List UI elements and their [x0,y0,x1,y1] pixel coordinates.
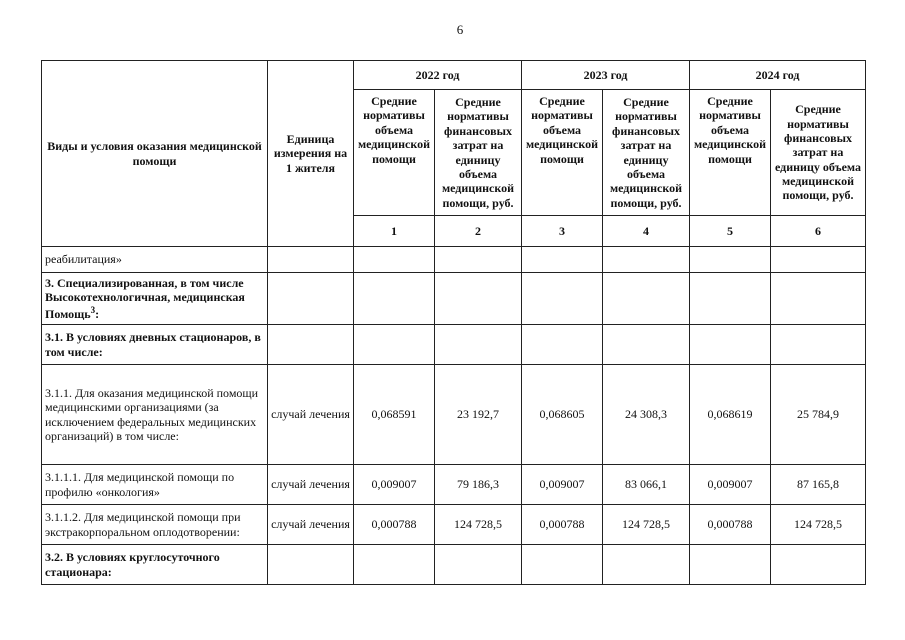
row-cost-2022: 23 192,7 [435,365,522,465]
page-number: 6 [456,22,464,37]
row-volume-2024 [690,325,771,365]
row-cost-2023 [603,325,690,365]
row-cost-2023 [603,545,690,585]
row-label-text: 3. Специализированная, в том числе Высокотехнологичная, медицинская Помощь [45,275,245,321]
header-volume-2023: Средние нормативы объема медицинской помощи [522,90,603,216]
table-row [42,465,866,505]
row-volume-2023 [522,247,603,273]
row-cost-2024: 124 728,5 [771,505,866,545]
row-volume-2022: 0,068591 [354,365,435,465]
row-cost-2024 [771,247,866,273]
column-number: 6 [771,216,866,247]
row-label: 3.1.1.2. Для медицинской помощи при экстракорпоральном оплодотворении: [42,505,268,545]
row-cost-2024: 25 784,9 [771,365,866,465]
row-cost-2022 [435,545,522,585]
row-unit: случай лечения [268,505,354,545]
header-year-2022: 2022 год [354,61,522,90]
row-volume-2022 [354,325,435,365]
row-volume-2023 [522,325,603,365]
row-label: 3.2. В условиях круглосуточного стационара: [42,545,268,585]
row-unit [268,247,354,273]
row-volume-2023: 0,068605 [522,365,603,465]
row-volume-2022: 0,000788 [354,505,435,545]
header-year-2023: 2023 год [522,61,690,90]
column-number: 4 [603,216,690,247]
row-unit [268,325,354,365]
row-cost-2023: 83 066,1 [603,465,690,505]
footnote-mark: 3 [90,304,96,315]
row-cost-2024: 87 165,8 [771,465,866,505]
norms-table [41,60,866,585]
row-label [42,273,268,325]
header-cost-2024: Средние нормативы финансовых затрат на единицу объема медицинской помощи, руб. [771,90,866,216]
row-unit [268,273,354,325]
row-label: реабилитация» [42,247,268,273]
header-unit: Единица измерения на 1 жителя [268,61,354,247]
row-volume-2024 [690,273,771,325]
table-row [42,273,866,325]
row-cost-2024 [771,325,866,365]
table-row [42,325,866,365]
row-cost-2022 [435,247,522,273]
header-cost-2022: Средние нормативы финансовых затрат на единицу объема медицинской помощи, руб. [435,90,522,216]
table-row [42,365,866,465]
table-row [42,545,866,585]
row-volume-2023: 0,000788 [522,505,603,545]
row-label: 3.1. В условиях дневных стационаров, в том числе: [42,325,268,365]
row-cost-2022 [435,273,522,325]
row-unit: случай лечения [268,465,354,505]
row-cost-2024 [771,273,866,325]
row-volume-2024: 0,009007 [690,465,771,505]
column-number: 2 [435,216,522,247]
table-row [42,247,866,273]
row-cost-2022: 79 186,3 [435,465,522,505]
row-cost-2023 [603,247,690,273]
row-volume-2022 [354,247,435,273]
table-row [42,505,866,545]
row-cost-2023 [603,273,690,325]
row-volume-2024: 0,068619 [690,365,771,465]
header-service-type: Виды и условия оказания медицинской помощи [42,61,268,247]
row-volume-2024 [690,247,771,273]
column-number: 5 [690,216,771,247]
row-unit: случай лечения [268,365,354,465]
row-unit [268,545,354,585]
row-volume-2022 [354,545,435,585]
row-volume-2023 [522,273,603,325]
column-number: 3 [522,216,603,247]
row-label: 3.1.1.1. Для медицинской помощи по профилю «онкология» [42,465,268,505]
row-label-suffix: : [95,306,100,321]
row-volume-2022: 0,009007 [354,465,435,505]
header-volume-2022: Средние нормативы объема медицинской помощи [354,90,435,216]
header-volume-2024: Средние нормативы объема медицинской помощи [690,90,771,216]
row-volume-2022 [354,273,435,325]
row-cost-2024 [771,545,866,585]
row-cost-2023: 124 728,5 [603,505,690,545]
row-cost-2022: 124 728,5 [435,505,522,545]
row-volume-2024: 0,000788 [690,505,771,545]
row-volume-2023: 0,009007 [522,465,603,505]
row-cost-2022 [435,325,522,365]
row-cost-2023: 24 308,3 [603,365,690,465]
row-volume-2024 [690,545,771,585]
row-label: 3.1.1. Для оказания медицинской помощи медицинскими организациями (за исключением федеральных медицинских организаций) в том числе: [42,365,268,465]
header-row [42,61,866,90]
column-number: 1 [354,216,435,247]
row-volume-2023 [522,545,603,585]
header-cost-2023: Средние нормативы финансовых затрат на единицу объема медицинской помощи, руб. [603,90,690,216]
header-year-2024: 2024 год [690,61,866,90]
